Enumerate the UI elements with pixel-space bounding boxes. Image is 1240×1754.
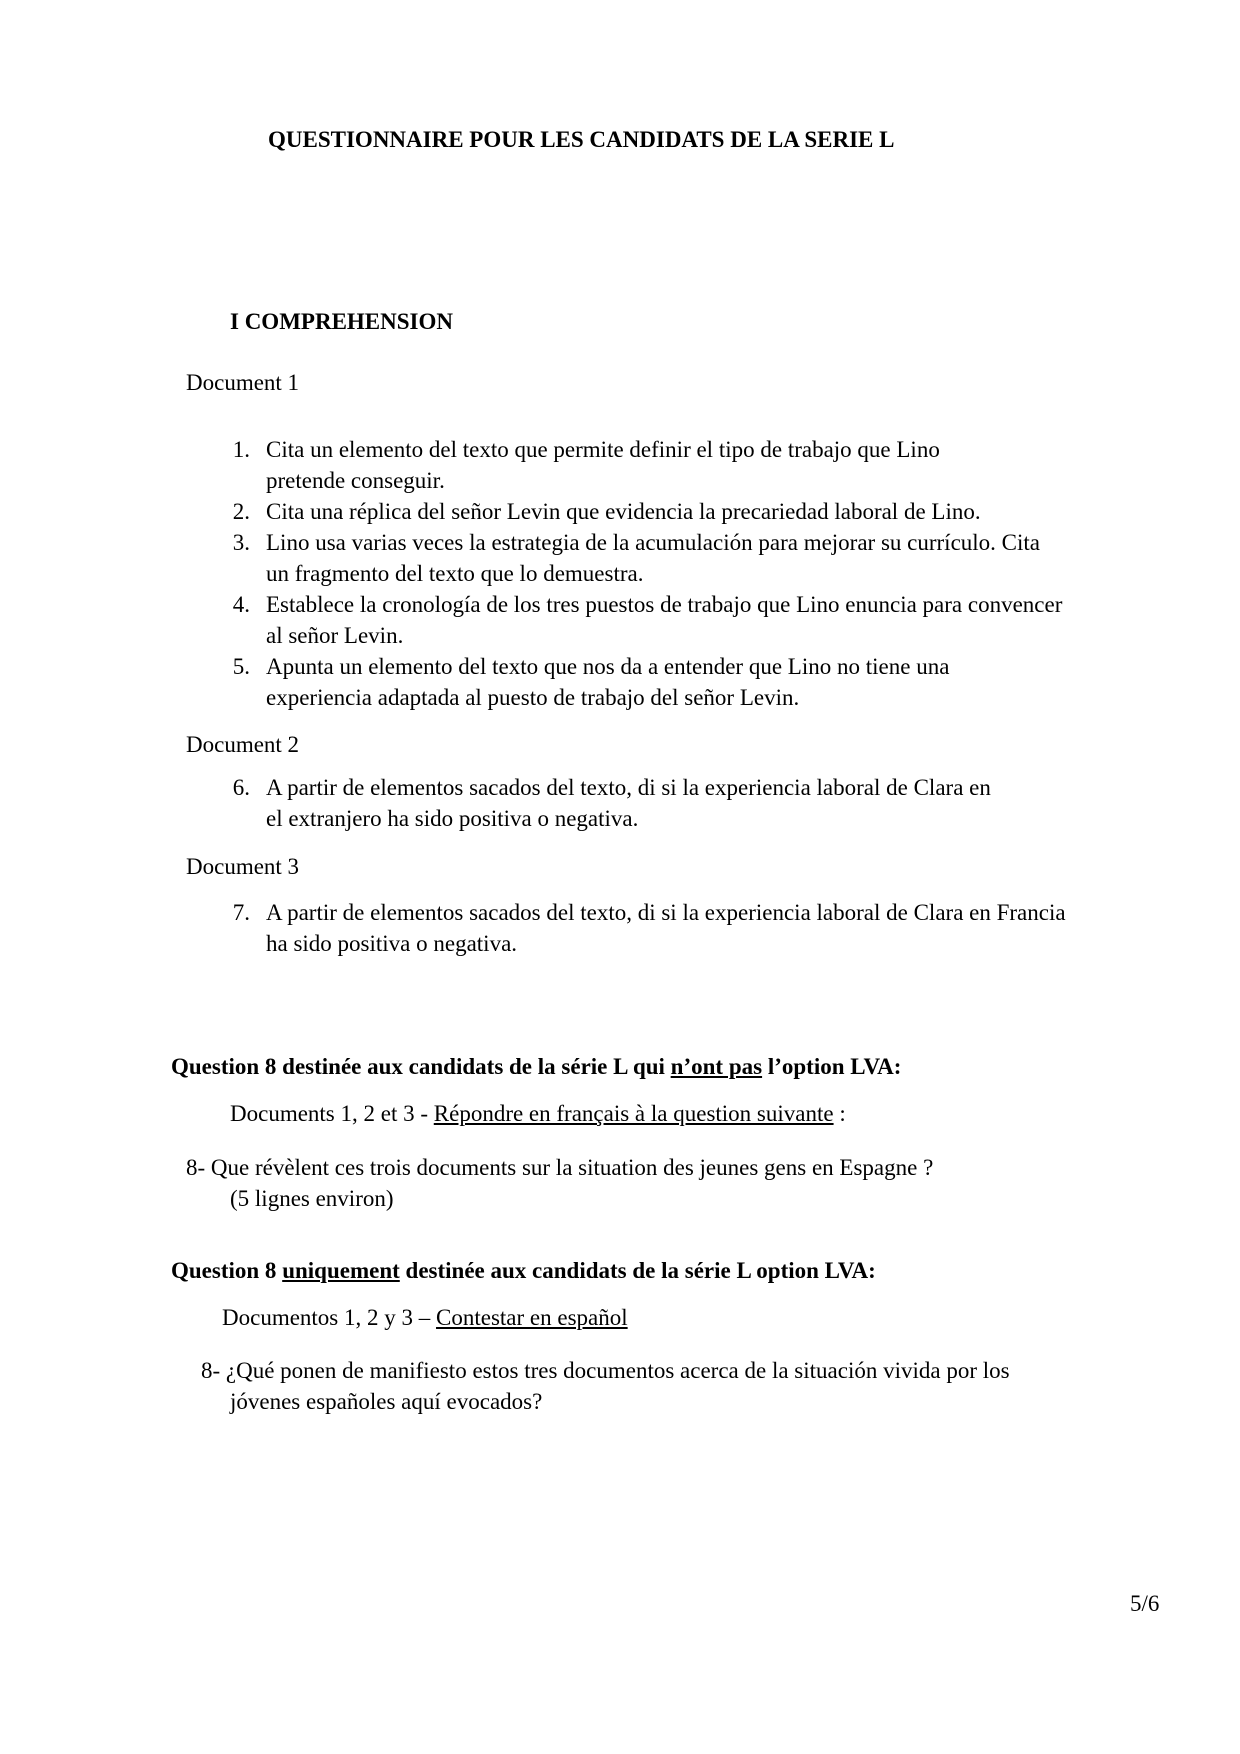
question-text: ha sido positiva o negativa.	[266, 931, 518, 956]
question-text: A partir de elementos sacados del texto, di si la experiencia laboral de Clara en	[266, 775, 991, 800]
question-number: 7.	[232, 900, 250, 925]
q8-es-instruction-emphasis: Contestar en español	[436, 1305, 628, 1330]
q8-es-instruction	[222, 1302, 628, 1333]
document-1-label: Document 1	[186, 370, 300, 395]
section-heading: I COMPREHENSION	[230, 309, 453, 334]
q8-fr-heading	[171, 1051, 901, 1082]
q8-es-heading	[171, 1255, 876, 1286]
question-text: pretende conseguir.	[266, 468, 445, 493]
q8-fr-instruction-emphasis: Répondre en français à la question suivante	[433, 1101, 834, 1126]
question-text: Lino usa varias veces la estrategia de la acumulación para mejorar su currículo. Cita	[266, 530, 1041, 555]
q8-es-instruction-text: Documentos 1, 2 y 3 –	[222, 1305, 437, 1330]
question-number: 3.	[232, 530, 250, 555]
question-text: un fragmento del texto que lo demuestra.	[266, 561, 644, 586]
question-text: Cita un elemento del texto que permite definir el tipo de trabajo que Lino	[266, 437, 940, 462]
question-text: Apunta un elemento del texto que nos da a entender que Lino no tiene una	[266, 654, 950, 679]
question-number: 6.	[232, 775, 250, 800]
q8-fr-instruction	[230, 1098, 846, 1129]
q8-es-heading-emphasis: uniquement	[282, 1258, 400, 1283]
q8-fr-instruction-text: Documents 1, 2 et 3 -	[230, 1101, 434, 1126]
q8-fr-heading-text: Question 8 destinée aux candidats de la série L qui	[171, 1054, 671, 1079]
q8-fr-question-note: (5 lignes environ)	[230, 1186, 394, 1211]
question-text: Cita una réplica del señor Levin que evidencia la precariedad laboral de Lino.	[266, 499, 981, 524]
q8-fr-question: 8- Que révèlent ces trois documents sur la situation des jeunes gens en Espagne ?	[186, 1155, 934, 1180]
question-number: 2.	[232, 499, 250, 524]
q8-fr-heading-emphasis: n’ont pas	[670, 1054, 763, 1079]
q8-fr-heading-text: l’option LVA:	[762, 1054, 902, 1079]
q8-es-heading-text: destinée aux candidats de la série L option LVA:	[399, 1258, 876, 1283]
question-text: A partir de elementos sacados del texto, di si la experiencia laboral de Clara en Francia	[266, 900, 1066, 925]
page-title: QUESTIONNAIRE POUR LES CANDIDATS DE LA SERIE L	[268, 127, 895, 152]
document-2-label: Document 2	[186, 732, 300, 757]
q8-fr-instruction-text: :	[833, 1101, 846, 1126]
question-text: al señor Levin.	[266, 623, 404, 648]
document-3-label: Document 3	[186, 854, 300, 879]
page-number: 5/6	[1130, 1591, 1160, 1616]
question-text: Establece la cronología de los tres puestos de trabajo que Lino enuncia para convencer	[266, 592, 1063, 617]
q8-es-question-cont: jóvenes españoles aquí evocados?	[230, 1389, 543, 1414]
question-text: experiencia adaptada al puesto de trabajo del señor Levin.	[266, 685, 800, 710]
question-number: 1.	[232, 437, 250, 462]
question-text: el extranjero ha sido positiva o negativa.	[266, 806, 639, 831]
q8-es-question: 8- ¿Qué ponen de manifiesto estos tres documentos acerca de la situación vivida por los	[201, 1358, 1010, 1383]
question-number: 5.	[232, 654, 250, 679]
question-number: 4.	[232, 592, 250, 617]
q8-es-heading-text: Question 8	[171, 1258, 283, 1283]
